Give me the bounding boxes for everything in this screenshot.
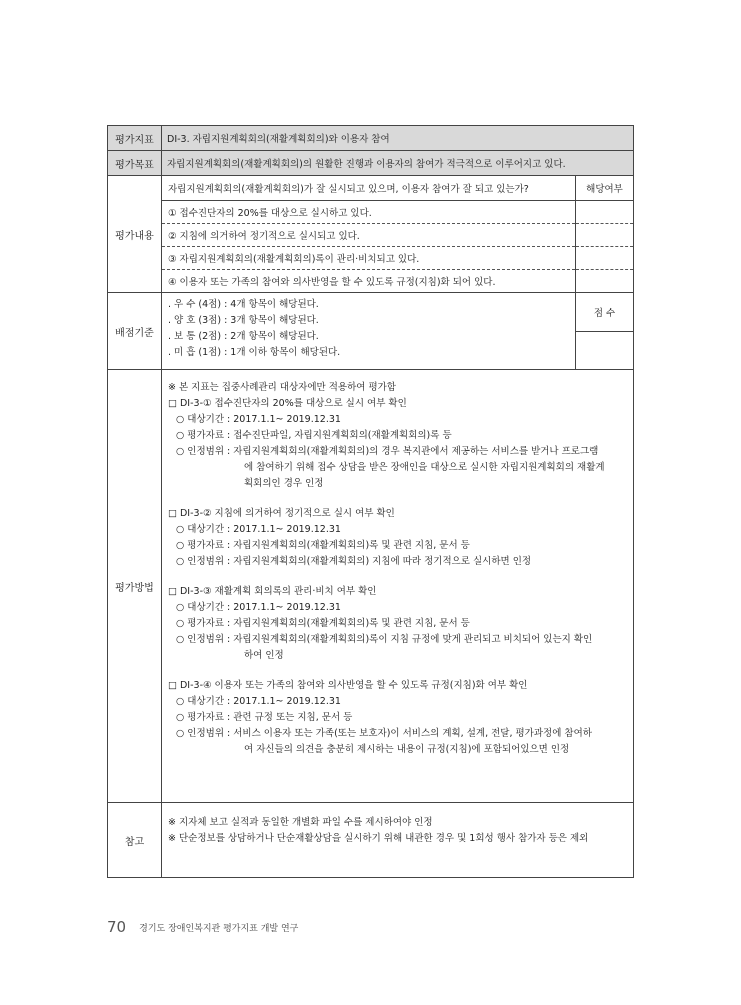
section-2-period: ○ 대상기간 : 2017.1.1~ 2019.12.31 [176, 524, 341, 535]
section-1-scope-cont-1: 에 참여하기 위해 접수 상담을 받은 장애인을 대상으로 실시한 자립지원계획회의 재활계 [244, 462, 605, 473]
content-item-1: ① 접수진단자의 20%를 대상으로 실시하고 있다. [168, 208, 372, 219]
reference-item-2: ※ 단순정보를 상담하거나 단순재활상담을 실시하기 위해 내관한 경우 및 1회성 행사 참가자 등은 제외 [168, 833, 589, 844]
section-1-material: ○ 평가자료 : 접수진단파일, 자립지원계획회의(재활계획회의)록 등 [176, 430, 452, 441]
goal-label: 평가목표 [108, 151, 162, 176]
section-2-title: □ DI-3-② 지침에 의거하여 정기적으로 실시 여부 확인 [168, 508, 395, 519]
section-4-scope-cont-1: 여 자신들의 의견을 충분히 제시하는 내용이 규정(지침)에 포함되어있으면 인정 [244, 744, 570, 755]
applicable-cell-4 [576, 270, 634, 293]
footer-title: 경기도 장애인복지관 평가지표 개발 연구 [139, 923, 299, 934]
section-3-scope-cont-1: 하여 인정 [244, 650, 284, 661]
indicator-label: 평가지표 [108, 126, 162, 151]
section-4-title: □ DI-3-④ 이용자 또는 가족의 참여와 의사반영을 할 수 있도록 규정(지침)화 여부 확인 [168, 680, 528, 691]
content-table [162, 176, 633, 292]
scoring-item-3: . 보 통 (2점) : 2개 항목이 해당된다. [168, 331, 319, 342]
reference-label: 참고 [108, 803, 162, 878]
section-3-scope: ○ 인정범위 : 자립지원계획회의(재활계획회의)록이 지침 규정에 맞게 관리되고 비치되어 있는지 확인 [176, 634, 593, 645]
reference-content [162, 803, 634, 878]
section-1-scope: ○ 인정범위 : 자립지원계획회의(재활계획회의)의 경우 복지관에서 제공하는 서비스를 받거나 프로그램 [176, 446, 599, 457]
goal-value: 자립지원계획회의(재활계획회의)의 원활한 진행과 이용자의 참여가 적극적으로 이루어지고 있다. [162, 151, 634, 176]
method-content [162, 370, 634, 803]
scoring-table [162, 293, 633, 369]
method-label: 평가방법 [108, 370, 162, 803]
content-label: 평가내용 [108, 176, 162, 293]
section-4-period: ○ 대상기간 : 2017.1.1~ 2019.12.31 [176, 696, 341, 707]
scoring-item-1: . 우 수 (4점) : 4개 항목이 해당된다. [168, 299, 319, 310]
scoring-label: 배점기준 [108, 293, 162, 370]
section-3-period: ○ 대상기간 : 2017.1.1~ 2019.12.31 [176, 602, 341, 613]
method-note: ※ 본 지표는 집중사례관리 대상자에만 적용하여 평가함 [168, 382, 396, 393]
section-1-scope-cont-2: 획회의인 경우 인정 [244, 478, 324, 489]
score-cell [576, 331, 634, 369]
scoring-item-4: . 미 흡 (1점) : 1개 이하 항목이 해당된다. [168, 347, 341, 358]
section-3-material: ○ 평가자료 : 자립지원계획회의(재활계획회의)록 및 관련 지침, 문서 등 [176, 618, 470, 629]
applicable-cell-2 [576, 224, 634, 247]
content-item-2: ② 지침에 의거하여 정기적으로 실시되고 있다. [162, 224, 576, 247]
applicable-cell-3 [576, 247, 634, 270]
applicable-cell-1 [576, 201, 634, 224]
section-4-material: ○ 평가자료 : 관련 규정 또는 지침, 문서 등 [176, 712, 353, 723]
section-4-scope: ○ 인정범위 : 서비스 이용자 또는 가족(또는 보호자)이 서비스의 계획, 설계, 전달, 평가과정에 참여하 [176, 728, 592, 739]
applicable-header: 해당여부 [576, 176, 634, 201]
scoring-item-2: . 양 호 (3점) : 3개 항목이 해당된다. [168, 315, 319, 326]
page-footer [107, 918, 298, 936]
page-number: 70 [107, 918, 127, 936]
section-2-material: ○ 평가자료 : 자립지원계획회의(재활계획회의)록 및 관련 지침, 문서 등 [176, 540, 470, 551]
content-question: 자립지원계획회의(재활계획회의)가 잘 실시되고 있으며, 이용자 참여가 잘 되고 있는가? [162, 176, 576, 201]
section-1-title: □ DI-3-① 접수진단자의 20%를 대상으로 실시 여부 확인 [168, 398, 407, 409]
evaluation-table [107, 125, 634, 878]
section-1-period: ○ 대상기간 : 2017.1.1~ 2019.12.31 [176, 414, 341, 425]
score-header: 점 수 [576, 293, 634, 331]
section-3-title: □ DI-3-③ 재활계획 회의록의 관리·비치 여부 확인 [168, 586, 377, 597]
indicator-value: DI-3. 자립지원계획회의(재활계획회의)와 이용자 참여 [162, 126, 634, 151]
content-item-3: ③ 자립지원계획회의(재활계획회의)록이 관리·비치되고 있다. [162, 247, 576, 270]
section-2-scope: ○ 인정범위 : 자립지원계획회의(재활계획회의) 지침에 따라 정기적으로 실시하면 인정 [176, 556, 532, 567]
reference-item-1: ※ 지자체 보고 실적과 동일한 개별화 파일 수를 제시하여야 인정 [168, 817, 433, 828]
content-item-4: ④ 이용자 또는 가족의 참여와 의사반영을 할 수 있도록 규정(지침)화 되어 있다. [162, 270, 576, 293]
